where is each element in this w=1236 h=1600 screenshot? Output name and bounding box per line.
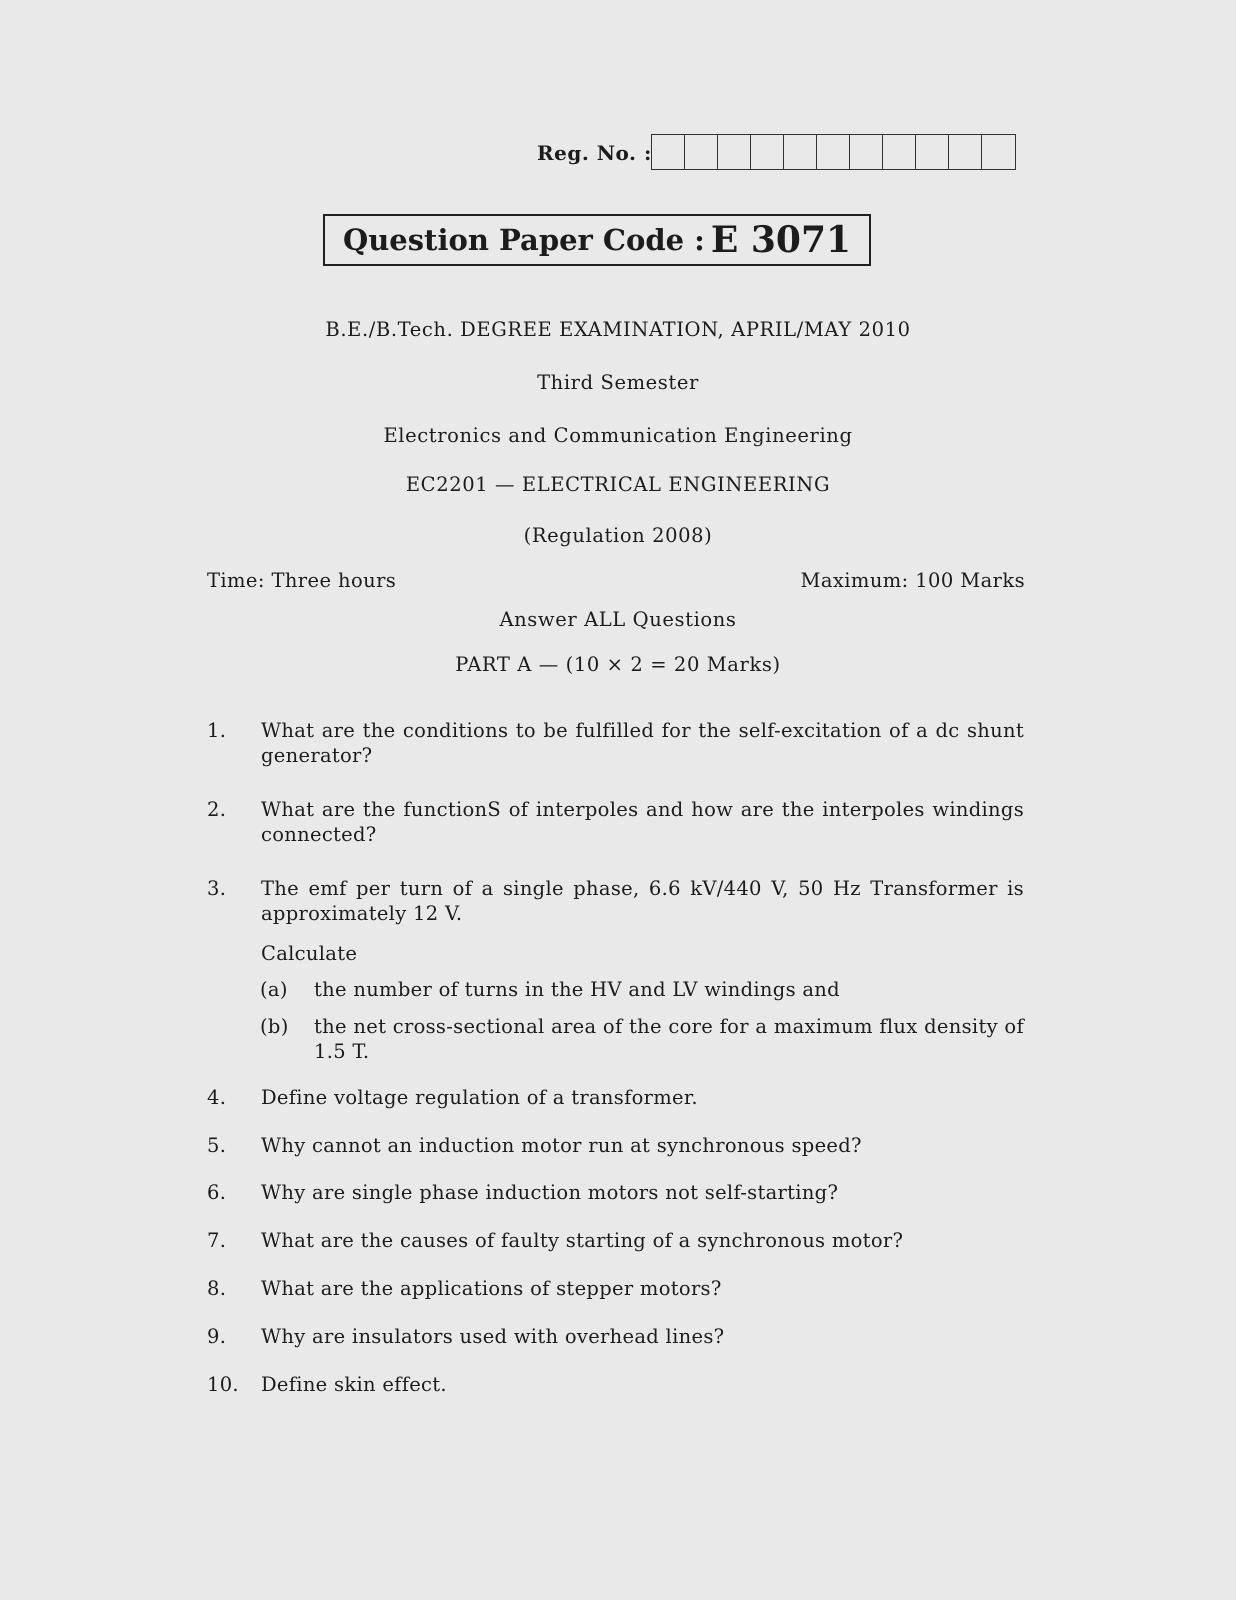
question-item: [207, 718, 1024, 768]
reg-no-box[interactable]: [916, 135, 949, 169]
question-number: 9.: [207, 1325, 227, 1348]
branch: Electronics and Communication Engineering: [383, 424, 853, 447]
regulation: (Regulation 2008): [523, 524, 713, 547]
sub-question-label: (b): [260, 1015, 289, 1038]
question-text: What are the functionS of interpoles and how are the interpoles windings connected?: [261, 798, 1024, 846]
question-number: 2.: [207, 798, 227, 821]
question-paper-code-label: Question Paper Code :: [342, 223, 705, 257]
question-item: [207, 1085, 1024, 1110]
reg-no-box[interactable]: [949, 135, 982, 169]
question-number: 5.: [207, 1134, 227, 1157]
reg-no-box[interactable]: [982, 135, 1015, 169]
question-text: Why are insulators used with overhead lines?: [261, 1325, 725, 1348]
question-number: 3.: [207, 877, 227, 900]
calculate-label: Calculate: [261, 942, 358, 965]
question-item: [207, 1324, 1024, 1349]
sub-question: [260, 1014, 1024, 1064]
time-allowed: Time: Three hours: [207, 569, 397, 592]
sub-question-label: (a): [260, 978, 288, 1001]
reg-no-box[interactable]: [718, 135, 751, 169]
question-text: Why are single phase induction motors not self-starting?: [261, 1181, 839, 1204]
question-paper-code: E 3071: [710, 219, 852, 261]
question-text: The emf per turn of a single phase, 6.6 kV/440 V, 50 Hz Transformer is approximately 12 V.: [261, 877, 1024, 925]
question-text: What are the causes of faulty starting of a synchronous motor?: [261, 1229, 904, 1252]
reg-no-box[interactable]: [883, 135, 916, 169]
reg-no-boxes[interactable]: [651, 134, 1016, 170]
question-item: [207, 1372, 1024, 1397]
question-text: What are the conditions to be fulfilled for the self-excitation of a dc shunt generator?: [261, 719, 1024, 767]
question-text: Define skin effect.: [261, 1373, 447, 1396]
question-number: 4.: [207, 1086, 227, 1109]
reg-no-box[interactable]: [817, 135, 850, 169]
question-item: [207, 876, 1024, 926]
semester: Third Semester: [537, 371, 699, 394]
sub-question-text: the net cross-sectional area of the core for a maximum flux density of 1.5 T.: [314, 1015, 1024, 1063]
question-item: [207, 1180, 1024, 1205]
reg-no-label: Reg. No. :: [537, 141, 652, 165]
question-paper-code-box: [323, 214, 871, 266]
question-number: 6.: [207, 1181, 227, 1204]
question-text: Define voltage regulation of a transformer.: [261, 1086, 698, 1109]
question-item: [207, 797, 1024, 847]
reg-no-box[interactable]: [751, 135, 784, 169]
instruction: Answer ALL Questions: [499, 608, 737, 631]
question-number: 1.: [207, 719, 227, 742]
reg-no-box[interactable]: [652, 135, 685, 169]
reg-no-box[interactable]: [685, 135, 718, 169]
degree-title: B.E./B.Tech. DEGREE EXAMINATION, APRIL/MAY 2010: [325, 318, 911, 341]
subject: EC2201 — ELECTRICAL ENGINEERING: [405, 473, 831, 496]
question-text: Why cannot an induction motor run at synchronous speed?: [261, 1134, 862, 1157]
question-item: [207, 1133, 1024, 1158]
question-item: [207, 1228, 1024, 1253]
maximum-marks: Maximum: 100 Marks: [800, 569, 1025, 592]
question-number: 10.: [207, 1373, 239, 1396]
reg-no-box[interactable]: [784, 135, 817, 169]
question-number: 7.: [207, 1229, 227, 1252]
question-text: What are the applications of stepper motors?: [261, 1277, 722, 1300]
part-heading: PART A — (10 × 2 = 20 Marks): [455, 653, 781, 676]
sub-question: [260, 977, 1024, 1002]
question-number: 8.: [207, 1277, 227, 1300]
sub-question-text: the number of turns in the HV and LV windings and: [314, 978, 840, 1001]
calculate-label-row: [207, 941, 1024, 966]
question-item: [207, 1276, 1024, 1301]
reg-no-box[interactable]: [850, 135, 883, 169]
